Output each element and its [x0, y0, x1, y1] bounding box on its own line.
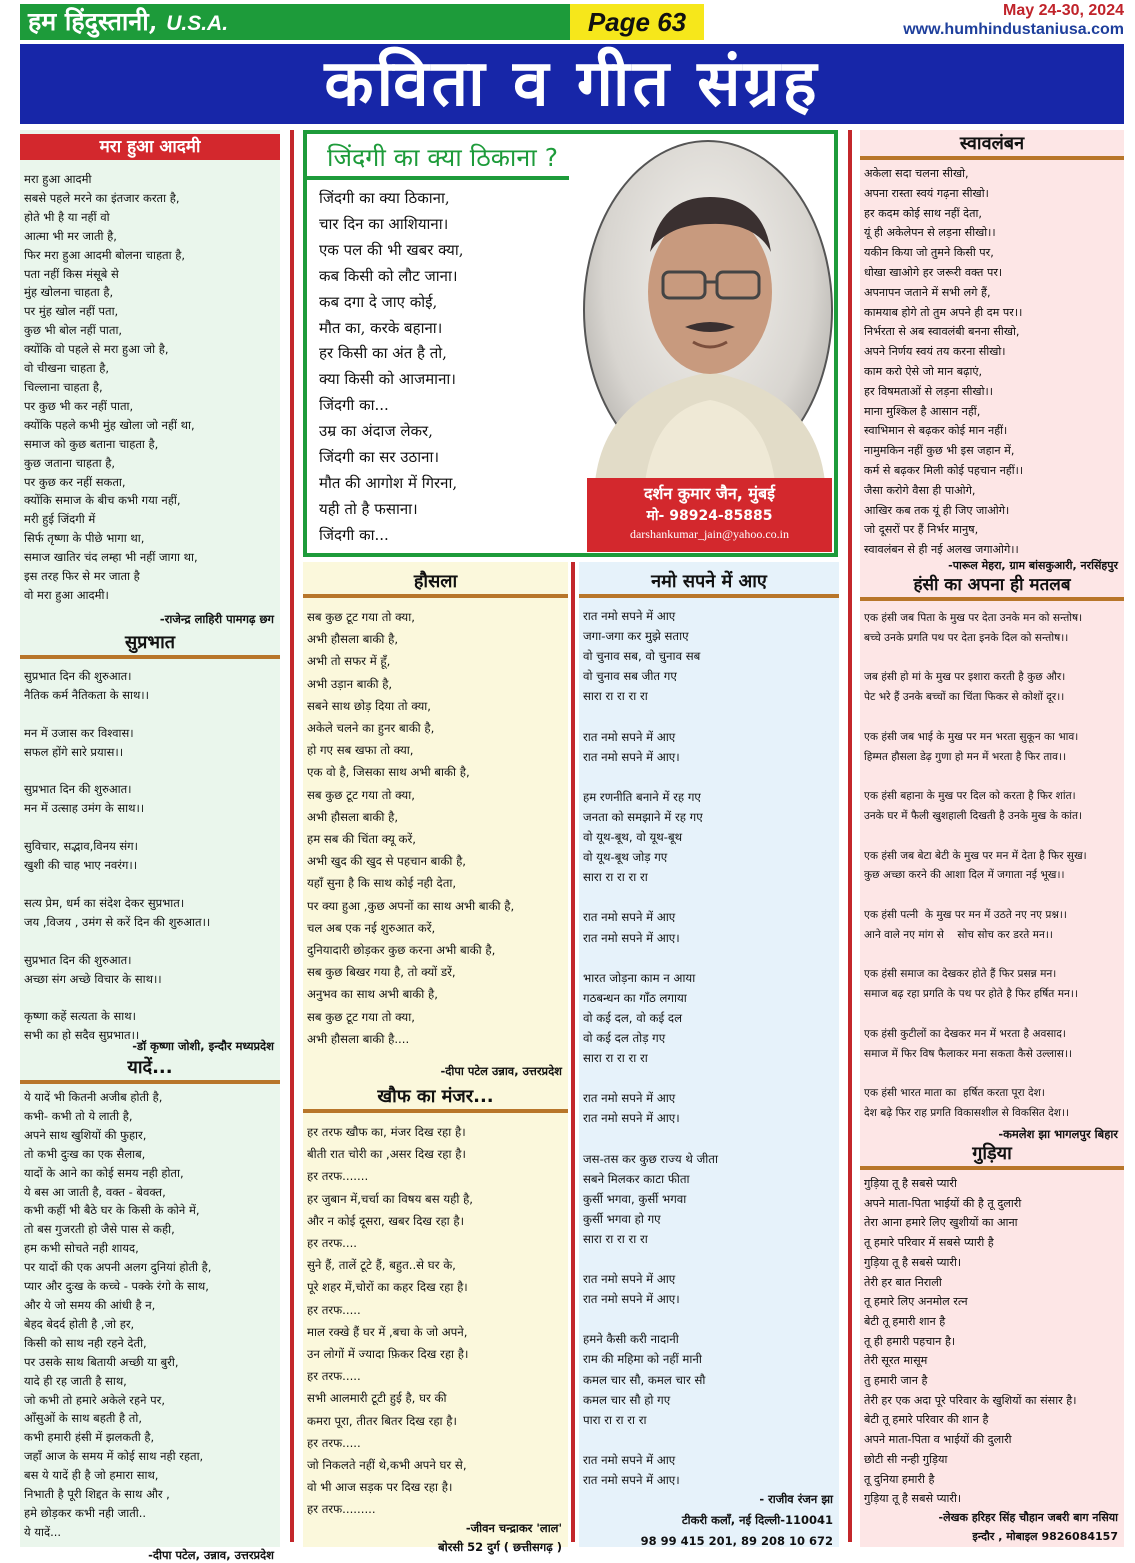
mid-right-column [579, 562, 839, 1547]
poem-title-hausla: हौसला [303, 570, 568, 598]
poem-author-gudiya-place: इन्दौर , मोबाइल 9826084157 [972, 1530, 1118, 1543]
mid-left-column [303, 562, 568, 1554]
masthead-title [20, 4, 572, 40]
poem-author-namo-phone: 98 99 415 201, 89 208 10 672 [640, 1534, 833, 1548]
poem-title-yaadein: यादें... [20, 1056, 280, 1084]
poet-mobile: मो- 98924-85885 [646, 508, 773, 524]
poem-title-khauf: खौफ का मंजर... [303, 1085, 568, 1113]
featured-poem-title: जिंदगी का क्या ठिकाना ? [327, 143, 558, 172]
poem-author-namo-place: टीकरी कलाँ, नई दिल्ली-110041 [681, 1513, 833, 1527]
poet-name: दर्शन कुमार जैन, मुंबई [644, 484, 775, 503]
poem-author-yaadein: -दीपा पटेल, उन्नाव, उत्तरप्रदेश [148, 1548, 274, 1562]
poem-author-hausla: -दीपा पटेल उन्नाव, उत्तरप्रदेश [440, 1064, 562, 1078]
featured-poem-text: जिंदगी का क्या ठिकाना, चार दिन का आशियाना। एक पल की भी खबर क्या, कब किसी को लौट जाना। कब दगा दे जाए कोई, मौत का, करके बहाना। हर किसी का अंत है तो, क्या किसी को आजमाना। जिंदगी का... उम्र का अंदाज लेकर, जिंदगी का सर उठाना। मौत की आगोश में गिरना, यही तो है फसाना। जिंदगी का... [319, 189, 464, 544]
poem-text-gudiya: गुड़िया तू है सबसे प्यारी अपने माता-पिता भाईयों की है तू दुलारी तेरा आना हमारे लिए खुशीयों का आना तू हमारे परिवार में सबसे प्यारी है गुड़िया तू है सबसे प्यारी। तेरी हर बात निराली तू हमारे लिए अनमोल रत्न बेटी तू हमारी शान है तू ही हमारी पहचान है। तेरी सूरत मासूम तु हमारी जान है तेरी हर एक अदा पूरे परिवार के खुशियों का संसार है। बेटी तू हमारे परिवार की शान है अपने माता-पिता व भाईयों की दुलारी छोटी सी नन्ही गुड़िया तू दुनिया हमारी है गुड़िया तू है सबसे प्यारी। [864, 1177, 1077, 1506]
poem-title-gudiya: गुड़िया [860, 1142, 1124, 1170]
poem-author-gudiya: -लेखक हरिहर सिंह चौहान जबरी बाग नसिया [938, 1511, 1118, 1524]
poem-text-mara: मरा हुआ आदमी सबसे पहले मरने का इंतजार करता है, होते भी है या नहीं वो आत्मा भी मर जाती है, फिर मरा हुआ आदमी बोलना चाहता है, पता नहीं किस मंसूबे से मुंह खोलना चाहता है, पर मुंह खोल नहीं पता, कुछ भी बोल नहीं पाता, क्योंकि वो पहले से मरा हुआ जो है, वो चीखना चाहता है, चिल्लाना चाहता है, पर कुछ भी कर नहीं पाता, क्योंकि पहले कभी मुंह खोला जो नहीं था, समाज को कुछ बताना चाहता है, कुछ जताना चाहता है, पर कुछ कर नहीं सकता, क्योंकि समाज के बीच कभी गया नहीं, मरी हुई जिंदगी में सिर्फ तृष्णा के पीछे भागा था, समाज खातिर चंद लम्हा भी नहीं जागा था, इस तरह फिर से मर जाता है वो मरा हुआ आदमी। [24, 172, 198, 602]
paper-country: U.S.A. [166, 12, 229, 35]
poet-photo [583, 140, 833, 480]
poem-text-hansi: एक हंसी जब पिता के मुख पर देता उनके मन को सन्तोष। बच्चे उनके प्रगति पथ पर देता इनके दिल को सन्तोष।। जब हंसी हो मां के मुख पर इशारा करती है कुछ और। पेट भरे हैं उनके बच्चों का चिंता फिकर से कोशों दूर।। एक हंसी जब भाई के मुख पर मन भरता सुकून का भाव। हिम्मत हौसला डेढ़ गुणा हो मन में भरता है फिर ताव।। एक हंसी बहाना के मुख पर दिल को करता है फिर शांत। उनके घर में फैली खुशहाली दिखती है उनके मुख के कांत। एक हंसी जब बेटा बेटी के मुख पर मन में देता है फिर सुख। कुछ अच्छा करने की आशा दिल में जगाता नई भूख।। एक हंसी पत्नी के मुख पर मन में उठते नए नए प्रश्न।। आने वाले नए मांग से सोच सोच कर डरते मन।। एक हंसी समाज का देखकर होते हैं फिर प्रसन्न मन। समाज बढ़ रहा प्रगति के पथ पर होते है फिर हर्षित मन।। एक हंसी कुटीलों का देखकर मन में भरता है अवसाद। समाज में फिर विष फैलाकर मना सकता कैसे उल्लास।। एक हंसी भारत माता का हर्षित करता पूरा देश। देश बढ़े फिर राह प्रगति विकासशील से विकसित देश।। [864, 612, 1087, 1119]
website-link[interactable]: www.humhindustaniusa.com [903, 21, 1124, 38]
poem-title-namo: नमो सपने में आए [579, 570, 839, 598]
poem-text-hausla: सब कुछ टूट गया तो क्या, अभी हौसला बाकी है, अभी तो सफर में हूँ, अभी उड़ान बाकी है, सबने साथ छोड़ दिया तो क्या, अकेले चलने का हुनर बाकी है, हो गए सब खफा तो क्या, एक वो है, जिसका साथ अभी बाकी है, सब कुछ टूट गया तो क्या, अभी हौसला बाकी है, हम सब की चिंता क्यू करें, अभी खुद की खुद से पहचान बाकी है, यहाँ सुना है कि साथ कोई नही देता, पर क्या हुआ ,कुछ अपनों का साथ अभी बाकी है, चल अब एक नई शुरुआत करें, दुनियादारी छोड़कर कुछ करना अभी बाकी है, सब कुछ बिखर गया है, तो क्यों डरें, अनुभव का साथ अभी बाकी है, सब कुछ टूट गया तो क्या, अभी हौसला बाकी है.... [307, 610, 515, 1046]
poem-title-swavalamban: स्वावलंबन [860, 132, 1124, 160]
portrait-illustration [585, 142, 835, 482]
title-underline [307, 176, 569, 180]
poem-author-mara: -राजेन्द्र लाहिरी पामगढ़ छग [159, 612, 274, 626]
poem-text-yaadein: ये यादें भी कितनी अजीब होती है, कभी- कभी तो ये लाती है, अपने साथ खुशियों की फुहार, तो कभी दुःख का एक सैलाब, यादों के आने का कोई समय नही होता, ये बस आ जाती है, वक्त - बेवक्त, कभी कहीं भी बैठे घर के किसी के कोने में, तो बस गुजरती हो जैसे पास से कही, हम कभी सोचते नही शायद, पर यादों की एक अपनी अलग दुनियां होती है, प्यार और दुःख के कच्चे - पक्के रंगो के साथ, और ये जो समय की आंधी है न, बेहद बेदर्द होती है ,जो हर, किसी को साथ नही रहने देती, पर उसके साथ बितायी अच्छी या बुरी, यादे ही रह जाती है साथ, जो कभी तो हमारे अकेले रहने पर, आँसुओं के साथ बहती है तो, कभी हमारी हंसी में झलकती है, जहाँ आज के समय में कोई साथ नही रहता, बस ये यादें ही है जो हमारा साथ, निभाती है पूरी शिद्दत के साथ और , हमे छोड़कर कभी नही जाती.. ये यादें... [24, 1090, 212, 1539]
poem-author-khauf-place: बोरसी 52 दुर्ग ( छत्तीसगढ़ ) [438, 1540, 562, 1554]
poem-title-suprabhat: सुप्रभात [20, 631, 280, 659]
poem-text-namo: रात नमो सपने में आए जगा-जगा कर मुझे सताए वो चुनाव सब, वो चुनाव सब वो चुनाव सब जीत गए सारा रा रा रा रा रात नमो सपने में आए रात नमो सपने में आए। हम रणनीति बनाने में रह गए जनता को समझाने में रह गए वो यूथ-बूथ, वो यूथ-बूथ वो यूथ-बूथ जोड़ गए सारा रा रा रा रा रात नमो सपने में आए रात नमो सपने में आए। भारत जोड़ना काम न आया गठबन्धन का गाँठ लगाया वो कई दल, वो कई दल वो कई दल तोड़ गए सारा रा रा रा रा रात नमो सपने में आए रात नमो सपने में आए। जस-तस कर कुछ राज्य थे जीता सबने मिलकर काटा फीता कुर्सी भगवा, कुर्सी भगवा कुर्सी भगवा हो गए सारा रा रा रा रा रात नमो सपने में आए रात नमो सपने में आए। हमने कैसी करी नादानी राम की महिमा को नहीं मानी कमल चार सौ, कमल चार सौ कमल चार सौ हो गए पारा रा रा रा रा रात नमो सपने में आए रात नमो सपने में आए। [583, 609, 718, 1488]
poem-text-khauf: हर तरफ खौफ का, मंजर दिख रहा है। बीती रात चोरी का ,असर दिख रहा है। हर तरफ....... हर जुबान में,चर्चा का विषय बस यही है, और न कोई दूसरा, खबर दिख रहा है। हर तरफ.... सुने हैं, तालें टूटे हैं, बहुत..से घर के, पूरे शहर में,चोरों का कहर दिख रहा है। हर तरफ..... माल रक्खे हैं घर में ,बचा के जो अपने, उन लोगों में ज्यादा फ़िकर दिख रहा है। हर तरफ..... सभी आलमारी टूटी हुई है, घर की कमरा पूरा, तीतर बितर दिख रहा है। हर तरफ..... जो निकलते नहीं थे,कभी अपने घर से, वो भी आज सड़क पर दिख रहा है। हर तरफ......... [307, 1125, 473, 1517]
poem-title-hansi: हंसी का अपना ही मतलब [860, 573, 1124, 601]
poem-author-hansi: -कमलेश झा भागलपुर बिहार [998, 1127, 1118, 1141]
left-column [20, 130, 280, 1562]
poet-credit-box [587, 478, 832, 552]
featured-poem-box [303, 130, 838, 557]
paper-name: हम हिंदुस्तानी, [28, 7, 158, 36]
poem-text-swavalamban: अकेला सदा चलना सीखो, अपना रास्ता स्वयं गढ़ना सीखो। हर कदम कोई साथ नहीं देता, यूं ही अकेलेपन से लड़ना सीखो।। यकीन किया जो तुमने किसी पर, धोखा खाओगे हर जरूरी वक्त पर। अपनापन जताने में सभी लगे हैं, कामयाब होगे तो तुम अपने ही दम पर।। निर्भरता से अब स्वावलंबी बनना सीखो, अपने निर्णय स्वयं तय करना सीखो। काम करो ऐसे जो मान बढ़ाएं, हर विषमताओं से लड़ना सीखो।। माना मुश्किल है आसान नहीं, स्वाभिमान से बढ़कर कोई मान नहीं। नामुमकिन नहीं कुछ भी इस जहान में, कर्म से बढ़कर मिली कोई पहचान नहीं।। जैसा करोगे वैसा ही पाओगे, आखिर कब तक यूं ही जिए जाओगे। जो दूसरों पर हैं निर्भर मानुष, स्वावलंबन से ही नई अलख जगाओगे।। [864, 167, 1024, 557]
poem-author-suprabhat: -डॉ कृष्णा जोशी, इन्दौर मध्यप्रदेश [132, 1039, 274, 1053]
column-divider [571, 562, 575, 1542]
column-divider [848, 130, 852, 1542]
poem-title-mara: मरा हुआ आदमी [20, 134, 280, 160]
poem-author-khauf: -जीवन चन्द्राकर 'लाल' [465, 1521, 562, 1535]
page-number: Page 63 [570, 4, 704, 40]
column-divider [290, 130, 294, 1542]
poem-author-namo: - राजीव रंजन झा [759, 1492, 833, 1506]
section-banner: कविता व गीत संग्रह [20, 44, 1124, 124]
issue-date: May 24-30, 2024 [1003, 2, 1124, 19]
poet-email[interactable]: darshankumar_jain@yahoo.co.in [629, 527, 789, 541]
right-column [860, 130, 1124, 1547]
poem-text-suprabhat: सुप्रभात दिन की शुरुआत। नैतिक कर्म नैतिकता के साथ।। मन में उजास कर विश्वास। सफल होंगे सारे प्रयास।। सुप्रभात दिन की शुरुआत। मन में उत्साह उमंग के साथ।। सुविचार, सद्भाव,विनय संग। खुशी की चाह भाए नवरंग।। सत्य प्रेम, धर्म का संदेश देकर सुप्रभात। जय ,विजय , उमंग से करें दिन की शुरुआत।। सुप्रभात दिन की शुरुआत। अच्छा संग अच्छे विचार के साथ।। कृष्णा कहें सत्यता के साथ। सभी का हो सदैव सुप्रभात।। [24, 669, 211, 1043]
poem-author-swavalamban: -पारूल मेहरा, ग्राम बांसकुआरी, नरसिंहपुर [948, 559, 1118, 572]
